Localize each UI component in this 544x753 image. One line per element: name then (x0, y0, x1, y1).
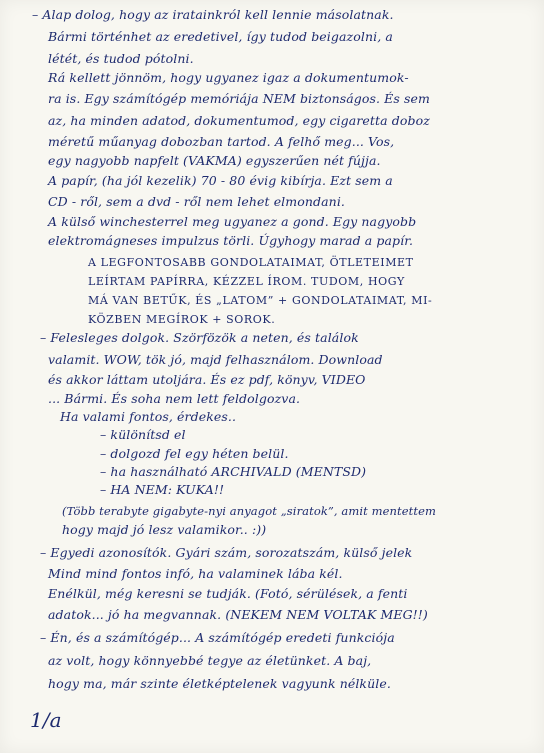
caps-line: KÖZBEN MEGÍROK + SOROK. (88, 313, 276, 326)
text-line: – Alap dolog, hogy az iratainkról kell lennie másolatnak. (32, 7, 394, 22)
text-line: ... Bármi. És soha nem lett feldolgozva. (48, 391, 301, 406)
text-line: egy nagyobb napfelt (VAKMA) egyszerűen nét fújja. (48, 153, 381, 168)
caps-line: MÁ VAN BETŰK, ÉS „LATOM” + GONDOLATAIMAT, MI- (88, 294, 433, 307)
text-line: Bármi történhet az eredetivel, így tudod beigazolni, a (48, 29, 393, 44)
text-line: hogy ma, már szinte életképtelenek vagyunk nélküle. (48, 676, 391, 691)
text-line: és akkor láttam utoljára. És ez pdf, könyv, VIDEO (48, 372, 366, 387)
list-item: – HA NEM: KUKA!! (100, 482, 225, 497)
text-line: – Én, és a számítógép... A számítógép eredeti funkciója (40, 630, 395, 645)
text-line: (Több terabyte gigabyte-nyi anyagot „siratok”, amit mentettem (62, 504, 437, 518)
text-line: A papír, (ha jól kezelik) 70 - 80 évig kibírja. Ezt sem a (48, 173, 393, 188)
text-line: Mind mind fontos infó, ha valaminek lába kél. (48, 566, 343, 581)
text-line: A külső winchesterrel meg ugyanez a gond. Egy nagyobb (48, 214, 417, 229)
page-number: 1/a (30, 708, 62, 732)
text-line: valamit. WOW, tök jó, majd felhasználom. Download (48, 352, 383, 367)
text-line: elektromágneses impulzus törli. Úgyhogy marad a papír. (48, 233, 414, 248)
text-line: Ha valami fontos, érdekes.. (60, 409, 237, 424)
text-line: – Felesleges dolgok. Szörfözök a neten, és találok (40, 330, 359, 345)
caps-line: A LEGFONTOSABB GONDOLATAIMAT, ÖTLETEIMET (88, 256, 414, 269)
list-item: – ha használható ARCHIVALD (MENTSD) (100, 464, 367, 479)
text-line: az, ha minden adatod, dokumentumod, egy cigaretta doboz (48, 113, 430, 128)
text-line: adatok... jó ha megvannak. (NEKEM NEM VOLTAK MEG!!) (48, 607, 428, 622)
caps-line: LEÍRTAM PAPÍRRA, KÉZZEL ÍROM. TUDOM, HOGY (88, 275, 405, 288)
text-line: az volt, hogy könnyebbé tegye az életünket. A baj, (48, 653, 372, 668)
list-item: – különítsd el (100, 427, 186, 442)
text-line: Enélkül, még keresni se tudják. (Fotó, sérülések, a fenti (48, 586, 408, 601)
text-line: ra is. Egy számítógép memóriája NEM biztonságos. És sem (48, 91, 430, 106)
text-line: CD - ről, sem a dvd - ről nem lehet elmondani. (48, 194, 345, 209)
text-line: méretű műanyag dobozban tartod. A felhő meg... Vos, (48, 134, 395, 149)
text-line: – Egyedi azonosítók. Gyári szám, sorozatszám, külső jelek (40, 545, 413, 560)
text-line: Rá kellett jönnöm, hogy ugyanez igaz a dokumentumok- (48, 70, 409, 85)
text-line: hogy majd jó lesz valamikor.. :)) (62, 522, 267, 537)
list-item: – dolgozd fel egy héten belül. (100, 446, 289, 461)
text-line: létét, és tudod pótolni. (48, 51, 194, 66)
